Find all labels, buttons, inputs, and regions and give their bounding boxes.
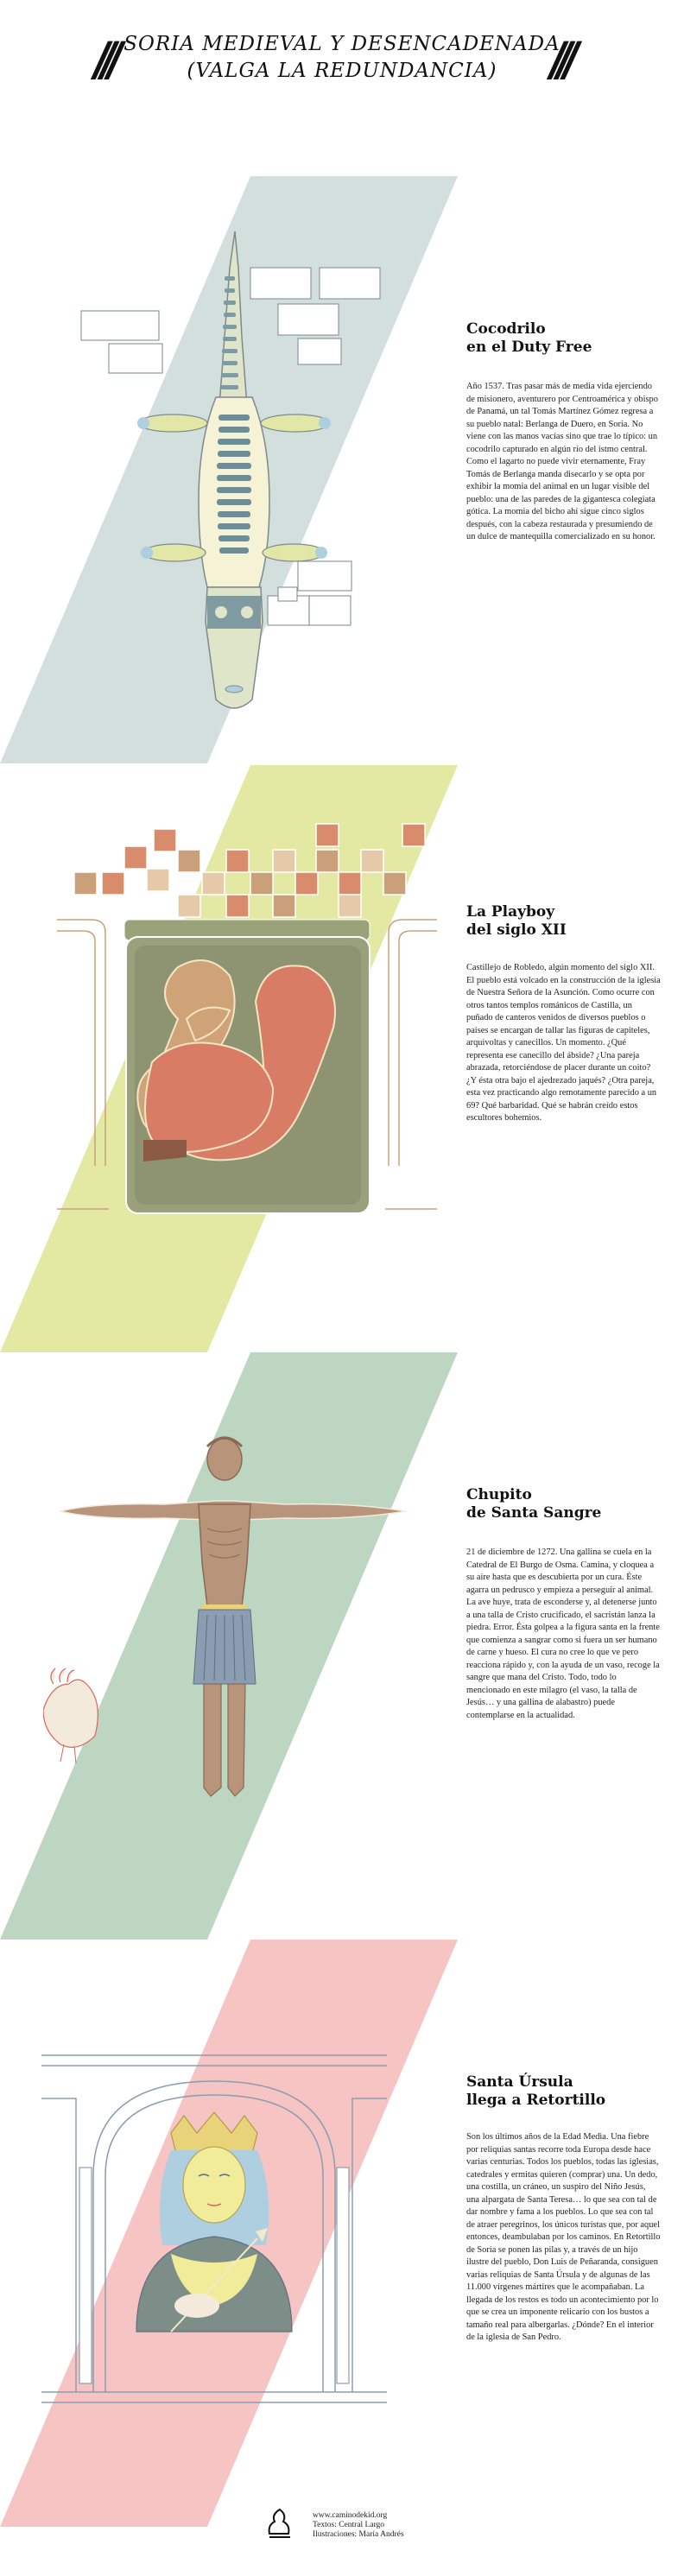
playboy-capital-illustration (57, 803, 437, 1252)
caminodekid-logo-icon (264, 2506, 295, 2541)
left-slashes-decoration: /// (89, 32, 117, 86)
section-title-line: Santa Úrsula (466, 2073, 573, 2091)
section-title-line: Chupito (466, 1486, 532, 1503)
section-title-christ (466, 1486, 665, 1522)
crocodile-illustration (78, 216, 423, 734)
section-title-line: del siglo XII (466, 921, 567, 939)
section-title-line: llega a Retortillo (466, 2092, 606, 2109)
section-body-crocodile: Año 1537. Tras pasar más de media vida ejerciendo de misionero, aventurero por Centroamérica y obispo de Panamá, un tal Tomás Martínez Gómez regresa a su pueblo natal: Berlanga de Duero, en Soria. No viene con las manos vacías sino que trae lo típico: un cocodrilo capturado en algún río del istmo central. Como el lagarto no puede vivir eternamente, Fray Tomás de Berlanga manda disecarlo y se opta por exhibir la momia del animal en un lugar visible del pueblo: una de las paredes de la gigantesca colegiata gótica. La momia del bicho ahí sigue cinco siglos después, con la cabeza restaurada y presumiendo de un dulce de mantequilla comercializado en su honor. (466, 382, 658, 541)
title-line-1: SORIA MEDIEVAL Y DESENCADENADA (124, 33, 560, 55)
section-title-line: La Playboy (466, 903, 555, 921)
section-body-playboy: Castillejo de Robledo, algún momento del siglo XII. El pueblo está volcado en la construcción de la iglesia de Nuestra Señora de la Asunción. Como ocurre con otros tantos templos románicos de Castilla, un puñado de canteros venidos de diversos pueblos o países se encargan de tallar las figuras de capiteles, arquivoltas y canecillos. Un momento. ¿Qué representa ese canecillo del ábside? ¿Una pareja abrazada, retorciéndose de placer durante un coito? ¿Y ésta otra bajo el ajedrezado jaqués? ¿Otra pareja, esta vez practicando algo remotamente parecido a un 69? Qué barbaridad. Qué se habrán creído estos escultores bohemios. (466, 963, 661, 1123)
section-title-line: en el Duty Free (466, 339, 592, 356)
santa-ursula-reliquary-illustration (41, 2047, 387, 2409)
footer-illustrations-credit: Ilustraciones: María Andrés (313, 2530, 404, 2539)
footer-website-link[interactable]: www.caminodekid.org (313, 2511, 388, 2520)
page-title (0, 31, 684, 85)
section-title-ursula (466, 2073, 665, 2110)
crucifix-illustration (43, 1425, 423, 1839)
section-title-line: Cocodrilo (466, 320, 546, 338)
section-body-ursula: Son los últimos años de la Edad Media. Una fiebre por reliquias santas recorre toda Europa desde hace varias centurias. Todos los pueblos, todas las iglesias, catedrales y ermitas quieren (comprar) una. Un dedo, una costilla, un cráneo, un suspiro del Niño Jesús, una alpargata de Santa Teresa… lo que sea con tal de dar nombre y fama a los pueblos. Lo que sea con tal de atraer peregrinos, los únicos turistas que, por aquel entonces, deambulaban por los caminos. En Retortillo de Soria se ponen las pilas y, a través de un hijo ilustre del pueblo, Don Luis de Peñaranda, consiguen varias reliquias de Santa Úrsula y de algunas de las 11.000 vírgenes mártires que le acompañaban. La llegada de los restos es todo un acontecimiento por lo que se crea un imponente relicario con los bustos a tamaño real para albergarlas. ¿Dónde? En el interior de la iglesia de San Pedro. (466, 2132, 661, 2342)
footer-texts-credit: Textos: Central Largo (313, 2521, 385, 2529)
section-title-line: de Santa Sangre (466, 1504, 602, 1522)
section-body-christ: 21 de diciembre de 1272. Una gallina se cuela en la Catedral de El Burgo de Osma. Camina, y cloquea a su aire hasta que es descubierta por un cura. Éste agarra un pedrusco y empieza a perseguir al animal. La ave huye, trata de esconderse y, al detenerse junto a una talla de Cristo crucificado, el sacristán lanza la piedra. Error. Ésta golpea a la figura santa en la frente que comienza a sangrar como si fuera un ser humano de carne y hueso. El cura no cree lo que ve pero reacciona rápido y, con la ayuda de un vaso, recoge la sangre que mana del Cristo. Todo, todo lo mencionado en este milagro (el vaso, la talla de Jesús… y una gallina de alabastro) puede contemplarse en la actualidad. (466, 1547, 660, 1720)
title-line-2: (VALGA LA REDUNDANCIA) (187, 60, 497, 82)
footer-credits (313, 2511, 404, 2540)
right-slashes-decoration: /// (545, 32, 573, 86)
section-title-crocodile (466, 320, 665, 357)
section-title-playboy (466, 903, 665, 940)
